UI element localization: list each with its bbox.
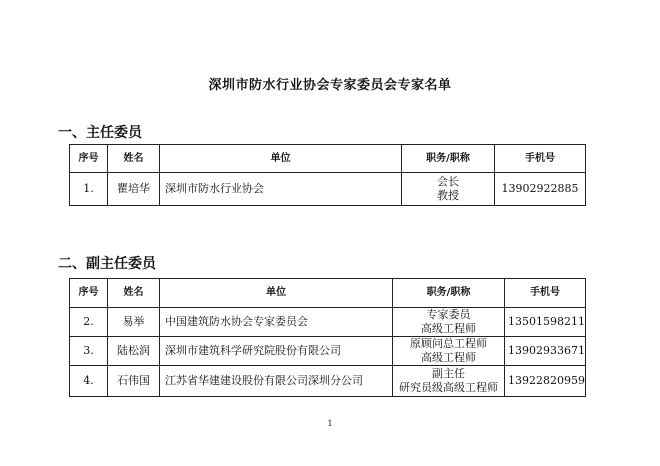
chair-table [69, 144, 586, 206]
header-org: 单位 [160, 145, 402, 173]
title-line: 会长 [437, 175, 459, 188]
title-line: 原顾问总工程师 [410, 337, 487, 350]
vice-chair-table [69, 278, 586, 397]
cell-phone: 13501598211 [505, 308, 586, 337]
page-number: 1 [327, 419, 333, 428]
cell-org: 江苏省华建建设股份有限公司深圳分公司 [160, 366, 393, 397]
cell-no: 2. [70, 308, 108, 337]
header-title: 职务/职称 [393, 279, 505, 308]
header-phone: 手机号 [495, 145, 586, 173]
cell-org: 深圳市建筑科学研究院股份有限公司 [160, 337, 393, 366]
cell-phone: 13902933671 [505, 337, 586, 366]
header-org: 单位 [160, 279, 393, 308]
section-heading-chair: 一、主任委员 [58, 125, 142, 141]
cell-phone: 13902922885 [495, 173, 586, 206]
cell-phone: 13922820959 [505, 366, 586, 397]
title-line: 专家委员 [426, 308, 471, 321]
cell-name: 易举 [108, 308, 160, 337]
cell-org: 深圳市防水行业协会 [160, 173, 402, 206]
cell-name: 瞿培华 [108, 173, 160, 206]
title-line: 高级工程师 [421, 322, 476, 335]
cell-name: 石伟国 [108, 366, 160, 397]
cell-title [402, 173, 495, 206]
table-header-row [70, 279, 586, 308]
header-title: 职务/职称 [402, 145, 495, 173]
header-name: 姓名 [108, 145, 160, 173]
table-row [70, 308, 586, 337]
table-row [70, 366, 586, 397]
title-line: 副主任 [432, 367, 465, 380]
section-heading-vice-chair: 二、副主任委员 [58, 256, 156, 272]
cell-no: 3. [70, 337, 108, 366]
cell-no: 4. [70, 366, 108, 397]
cell-title [393, 366, 505, 397]
table-header-row [70, 145, 586, 173]
cell-no: 1. [70, 173, 108, 206]
title-line: 研究员级高级工程师 [399, 381, 498, 394]
cell-title [393, 308, 505, 337]
cell-org: 中国建筑防水协会专家委员会 [160, 308, 393, 337]
header-no: 序号 [70, 279, 108, 308]
header-phone: 手机号 [505, 279, 586, 308]
table-row [70, 337, 586, 366]
table-row [70, 173, 586, 206]
cell-title [393, 337, 505, 366]
cell-name: 陆松润 [108, 337, 160, 366]
title-line: 高级工程师 [421, 351, 476, 364]
document-title: 深圳市防水行业协会专家委员会专家名单 [208, 78, 452, 93]
header-name: 姓名 [108, 279, 160, 308]
header-no: 序号 [70, 145, 108, 173]
title-line: 教授 [437, 189, 459, 202]
